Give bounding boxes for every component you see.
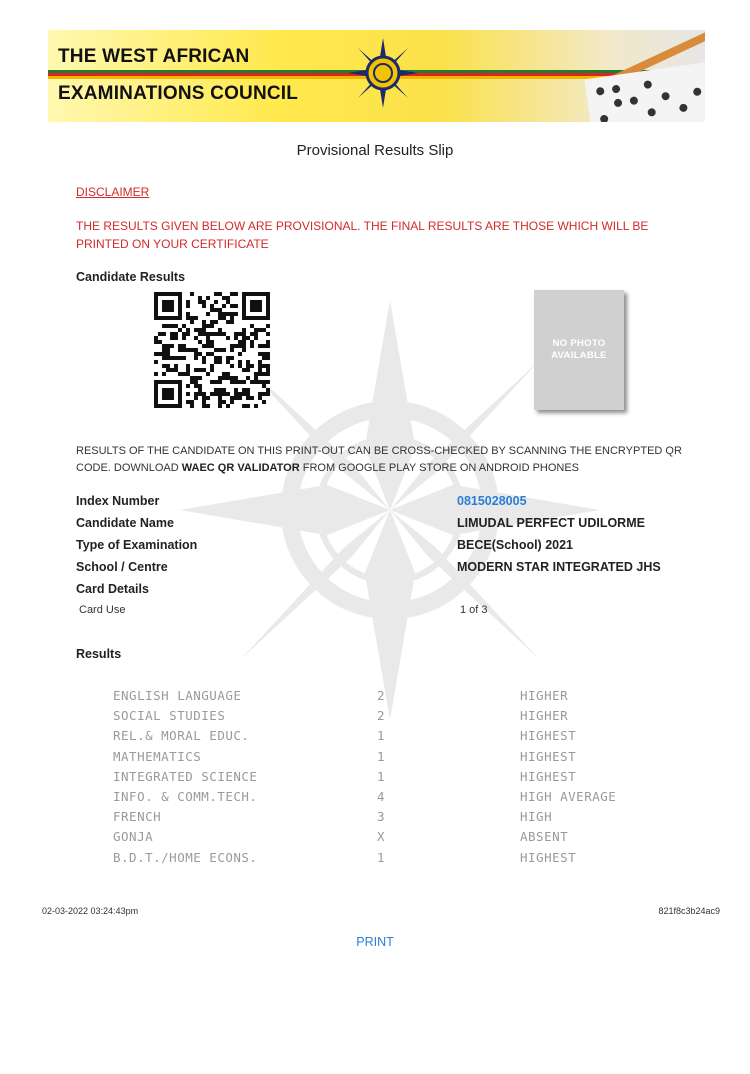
candidate-name-label: Candidate Name (76, 516, 174, 530)
result-interpretation: HIGHER (520, 708, 569, 723)
result-subject: ENGLISH LANGUAGE (113, 688, 242, 703)
print-timestamp: 02-03-2022 03:24:43pm (42, 906, 139, 916)
cross-check-text-1: RESULTS OF THE CANDIDATE ON THIS PRINT-OUT CAN BE CROSS-CHECKED BY SCANNING THE ENCRYPTED QR CODE. DOWNLOAD (76, 445, 682, 474)
school-centre-row (76, 560, 696, 578)
page-title: Provisional Results Slip (296, 142, 454, 159)
result-interpretation: HIGHER (520, 688, 569, 703)
candidate-results-heading: Candidate Results (76, 270, 186, 284)
result-grade: 1 (377, 749, 386, 764)
verification-hash: 821f8c3b24ac9 (658, 906, 720, 916)
result-interpretation: HIGHEST (520, 850, 577, 865)
card-use-value: 1 of 3 (460, 604, 488, 616)
result-interpretation: HIGHEST (520, 728, 577, 743)
result-interpretation: HIGHEST (520, 749, 577, 764)
result-interpretation: ABSENT (520, 829, 569, 844)
result-subject: GONJA (113, 829, 154, 844)
result-row (113, 708, 633, 726)
disclaimer-text: THE RESULTS GIVEN BELOW ARE PROVISIONAL. THE FINAL RESULTS ARE THOSE WHICH WILL BE PRINTED ON YOUR CERTIFICATE (76, 219, 649, 251)
result-row (113, 809, 633, 827)
result-row (113, 789, 633, 807)
result-grade: 1 (377, 850, 386, 865)
result-subject: B.D.T./HOME ECONS. (113, 850, 258, 865)
result-row (113, 728, 633, 746)
waec-logo-icon (348, 38, 418, 108)
index-number-value[interactable]: 0815028005 (457, 494, 527, 508)
result-row (113, 749, 633, 767)
print-button[interactable]: PRINT (356, 935, 394, 949)
result-row (113, 769, 633, 787)
candidate-name-value: LIMUDAL PERFECT UDILORME (457, 516, 645, 530)
qr-cross-check-notice (76, 443, 696, 477)
school-centre-label: School / Centre (76, 560, 168, 574)
card-use-label: Card Use (79, 604, 126, 616)
result-subject: INTEGRATED SCIENCE (113, 769, 258, 784)
result-subject: MATHEMATICS (113, 749, 202, 764)
candidate-name-row (76, 516, 696, 534)
card-details-row (76, 582, 696, 600)
banner-title-line-1: THE WEST AFRICAN (58, 46, 250, 67)
result-subject: SOCIAL STUDIES (113, 708, 226, 723)
result-row (113, 688, 633, 706)
result-subject: FRENCH (113, 809, 162, 824)
result-grade: 2 (377, 708, 386, 723)
result-grade: 1 (377, 769, 386, 784)
result-row (113, 829, 633, 847)
results-heading: Results (76, 647, 122, 661)
result-interpretation: HIGHEST (520, 769, 577, 784)
qr-validator-app-name: WAEC QR VALIDATOR (181, 462, 300, 474)
result-grade: X (377, 829, 386, 844)
index-number-row (76, 494, 696, 512)
cross-check-text-2: FROM GOOGLE PLAY STORE ON ANDROID PHONES (299, 462, 580, 474)
photo-placeholder-line-1: NO PHOTO (552, 338, 606, 349)
exam-type-value: BECE(School) 2021 (457, 538, 574, 552)
card-details-label: Card Details (76, 582, 149, 596)
result-interpretation: HIGH (520, 809, 553, 824)
result-row (113, 850, 633, 868)
result-grade: 4 (377, 789, 386, 804)
result-interpretation: HIGH AVERAGE (520, 789, 617, 804)
school-centre-value: MODERN STAR INTEGRATED JHS (457, 560, 661, 574)
disclaimer-title: DISCLAIMER (76, 185, 150, 199)
result-grade: 2 (377, 688, 386, 703)
exam-type-row (76, 538, 696, 556)
banner-title-line-2: EXAMINATIONS COUNCIL (58, 83, 299, 104)
result-subject: REL.& MORAL EDUC. (113, 728, 250, 743)
result-subject: INFO. & COMM.TECH. (113, 789, 258, 804)
qr-code (154, 292, 270, 408)
photo-placeholder-line-2: AVAILABLE (551, 350, 607, 361)
exam-type-label: Type of Examination (76, 538, 198, 552)
candidate-photo-placeholder (534, 290, 624, 410)
index-number-label: Index Number (76, 494, 160, 508)
result-grade: 1 (377, 728, 386, 743)
waec-header-banner (48, 30, 705, 122)
result-grade: 3 (377, 809, 386, 824)
